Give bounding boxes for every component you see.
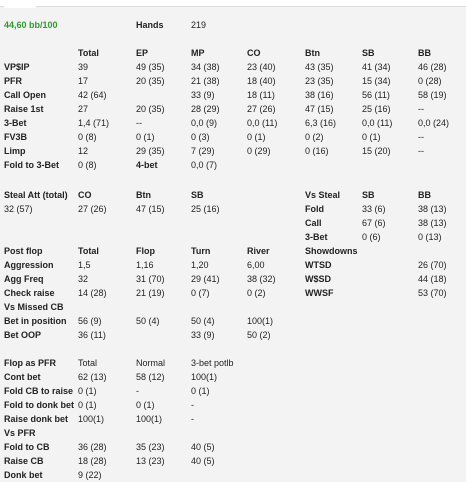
table-cell: 13 (23)	[136, 456, 165, 466]
table-cell: 18 (11)	[247, 90, 275, 100]
table-cell: 0 (6)	[362, 232, 381, 242]
table-cell: 14 (28)	[78, 288, 107, 298]
pf-row-bet-in-position: Bet in position	[4, 316, 67, 326]
table-cell: 36 (28)	[78, 442, 107, 452]
table-cell: 0 (2)	[247, 288, 266, 298]
table-cell: 53 (70)	[418, 288, 447, 298]
sd-row-wwsf: WWSF	[305, 288, 334, 298]
col-mp: MP	[191, 48, 205, 58]
table-cell: 28 (29)	[191, 104, 220, 114]
fourbet-value: 0,0 (7)	[191, 160, 218, 170]
table-cell: 34 (38)	[191, 62, 220, 72]
table-cell: 7 (29)	[191, 146, 215, 156]
table-cell: 0 (1)	[247, 132, 266, 142]
table-cell: 38 (32)	[247, 274, 276, 284]
table-cell: 26 (70)	[418, 260, 447, 270]
table-cell: 0 (1)	[191, 386, 210, 396]
table-cell: 17	[78, 76, 89, 86]
table-cell: 29 (41)	[191, 274, 220, 284]
table-cell: 100(1)	[78, 414, 105, 424]
table-cell: 46 (28)	[418, 62, 447, 72]
table-cell: 1,20	[191, 260, 209, 270]
table-cell: 33 (9)	[191, 90, 215, 100]
table-cell: 0 (8)	[78, 132, 97, 142]
steal-col-sb: SB	[191, 190, 204, 200]
table-cell: 43 (35)	[305, 62, 334, 72]
table-cell: 50 (4)	[136, 316, 160, 326]
table-cell: 1,4 (71)	[78, 118, 110, 128]
fp-col-total: Total	[78, 358, 98, 368]
col-co: CO	[247, 48, 261, 58]
fp-row-raise-donk-bet: Raise donk bet	[4, 414, 69, 424]
table-cell: -	[191, 400, 194, 410]
table-cell: 56 (9)	[78, 316, 102, 326]
table-cell: 35 (23)	[136, 442, 165, 452]
table-cell: 25 (16)	[362, 104, 391, 114]
table-cell: 100(1)	[247, 316, 274, 326]
table-cell: 50 (4)	[191, 316, 215, 326]
table-cell: 100(1)	[191, 372, 218, 382]
col-btn: Btn	[305, 48, 320, 58]
fp-row-raise-cb: Raise CB	[4, 456, 44, 466]
table-cell: 21 (38)	[191, 76, 220, 86]
table-cell: 67 (6)	[362, 218, 386, 228]
vs-steal-col-sb: SB	[362, 190, 375, 200]
vs-steal-row-call: Call	[305, 218, 322, 228]
table-cell: 1,5	[78, 260, 91, 270]
table-cell: 0 (1)	[78, 400, 97, 410]
table-cell: --	[418, 132, 424, 142]
table-cell: 38 (13)	[418, 218, 447, 228]
table-cell: 27 (26)	[247, 104, 276, 114]
table-cell: 29 (35)	[136, 146, 165, 156]
col-total: Total	[78, 48, 99, 58]
vs-pfr-label: Vs PFR	[4, 428, 36, 438]
pf-row-check-raise: Check raise	[4, 288, 55, 298]
fp-row-fold-cb-to-raise: Fold CB to raise	[4, 386, 74, 396]
table-cell: 0 (1)	[362, 132, 381, 142]
table-cell: 25 (16)	[191, 204, 220, 214]
table-cell: 0 (1)	[136, 400, 155, 410]
table-cell: 20 (35)	[136, 76, 165, 86]
table-cell: 31 (70)	[136, 274, 165, 284]
table-cell: 6,3 (16)	[305, 118, 337, 128]
pf-row-bet-oop: Bet OOP	[4, 330, 42, 340]
table-cell: 6,00	[247, 260, 265, 270]
table-cell: --	[418, 146, 424, 156]
table-cell: 40 (5)	[191, 442, 215, 452]
vs-missed-cb-label: Vs Missed CB	[4, 302, 64, 312]
steal-total: 32 (57)	[4, 204, 33, 214]
pf-col-flop: Flop	[136, 246, 155, 256]
table-cell: 33 (9)	[191, 330, 215, 340]
col-bb: BB	[418, 48, 431, 58]
sd-row-wtsd: WTSD	[305, 260, 332, 270]
table-cell: 0 (3)	[191, 132, 210, 142]
hands-label: Hands	[136, 20, 164, 30]
table-cell: 39	[78, 62, 89, 72]
pf-row-agg-freq: Agg Freq	[4, 274, 44, 284]
table-cell: 58 (12)	[136, 372, 165, 382]
table-cell: --	[418, 104, 424, 114]
table-cell: 23 (35)	[305, 76, 334, 86]
fp-col-3bet-pot: 3-bet potlb	[191, 358, 234, 368]
flop-as-pfr-label: Flop as PFR	[4, 358, 57, 368]
stats-panel	[0, 6, 466, 482]
table-cell: 18 (28)	[78, 456, 107, 466]
steal-col-btn: Btn	[136, 190, 151, 200]
table-cell: 15 (34)	[362, 76, 391, 86]
table-cell: --	[136, 118, 142, 128]
table-cell: 18 (40)	[247, 76, 276, 86]
table-cell: 44 (18)	[418, 274, 447, 284]
vs-steal-row-3bet: 3-Bet	[305, 232, 328, 242]
vs-steal-row-fold: Fold	[305, 204, 324, 214]
pf-row-aggression: Aggression	[4, 260, 54, 270]
table-cell: 50 (2)	[247, 330, 271, 340]
vs-steal-col-bb: BB	[418, 190, 431, 200]
table-cell: 0 (2)	[305, 132, 324, 142]
vs-steal-label: Vs Steal	[305, 190, 341, 200]
table-cell: 0 (7)	[191, 288, 210, 298]
table-cell: 32	[78, 274, 89, 284]
table-cell: 27 (26)	[78, 204, 107, 214]
row-label-fv3b: FV3B	[4, 132, 28, 142]
table-cell: 38 (13)	[418, 204, 447, 214]
table-cell: 100(1)	[136, 414, 163, 424]
table-cell: 0,0 (24)	[418, 118, 450, 128]
fp-col-normal: Normal	[136, 358, 166, 368]
pf-col-turn: Turn	[191, 246, 211, 256]
winrate: 44,60 bb/100	[4, 20, 58, 30]
row-label-raise-1st: Raise 1st	[4, 104, 44, 114]
pf-col-river: River	[247, 246, 270, 256]
table-cell: -	[191, 414, 194, 424]
table-cell: 0,0 (9)	[191, 118, 218, 128]
table-cell: 62 (13)	[78, 372, 107, 382]
postflop-label: Post flop	[4, 246, 43, 256]
table-cell: 12	[78, 146, 89, 156]
table-cell: 27	[78, 104, 89, 114]
steal-col-co: CO	[78, 190, 92, 200]
fp-row-cont-bet: Cont bet	[4, 372, 41, 382]
table-cell: 15 (20)	[362, 146, 391, 156]
table-cell: 0 (1)	[136, 132, 155, 142]
table-cell: 0 (13)	[418, 232, 442, 242]
table-cell: 58 (19)	[418, 90, 447, 100]
hands-value: 219	[191, 20, 207, 30]
table-cell: 0 (29)	[247, 146, 271, 156]
steal-att-label: Steal Att (total)	[4, 190, 68, 200]
table-cell: 47 (15)	[136, 204, 165, 214]
table-cell: 0,0 (11)	[362, 118, 393, 128]
showdowns-label: Showdowns	[305, 246, 358, 256]
table-cell: 33 (6)	[362, 204, 386, 214]
table-cell: 49 (35)	[136, 62, 165, 72]
table-cell: -	[136, 386, 139, 396]
table-cell: 0 (8)	[78, 160, 97, 170]
table-cell: 42 (64)	[78, 90, 107, 100]
table-cell: 0,0 (11)	[247, 118, 278, 128]
table-cell: 0 (16)	[305, 146, 329, 156]
col-sb: SB	[362, 48, 375, 58]
pf-col-total: Total	[78, 246, 99, 256]
table-cell: 47 (15)	[305, 104, 334, 114]
table-cell: 38 (16)	[305, 90, 334, 100]
table-cell: 9 (22)	[78, 470, 102, 480]
fp-row-fold-to-cb: Fold to CB	[4, 442, 50, 452]
table-cell: 0 (1)	[78, 386, 97, 396]
row-label-vpip: VP$IP	[4, 62, 30, 72]
fp-row-fold-to-donk-bet: Fold to donk bet	[4, 400, 74, 410]
table-cell: 40 (5)	[191, 456, 215, 466]
table-cell: 20 (35)	[136, 104, 165, 114]
table-cell: 23 (40)	[247, 62, 276, 72]
table-cell: 21 (19)	[136, 288, 165, 298]
table-cell: 56 (11)	[362, 90, 390, 100]
row-label-fold-to-3bet: Fold to 3-Bet	[4, 160, 59, 170]
row-label-limp: Limp	[4, 146, 26, 156]
row-label-3bet: 3-Bet	[4, 118, 27, 128]
fp-row-donk-bet: Donk bet	[4, 470, 43, 480]
fourbet-label: 4-bet	[136, 160, 158, 170]
table-cell: 0 (28)	[418, 76, 442, 86]
sd-row-wsd: W$SD	[305, 274, 332, 284]
table-cell: 41 (34)	[362, 62, 391, 72]
row-label-call-open: Call Open	[4, 90, 47, 100]
row-label-pfr: PFR	[4, 76, 22, 86]
col-ep: EP	[136, 48, 149, 58]
table-cell: 1,16	[136, 260, 154, 270]
table-cell: 36 (11)	[78, 330, 106, 340]
